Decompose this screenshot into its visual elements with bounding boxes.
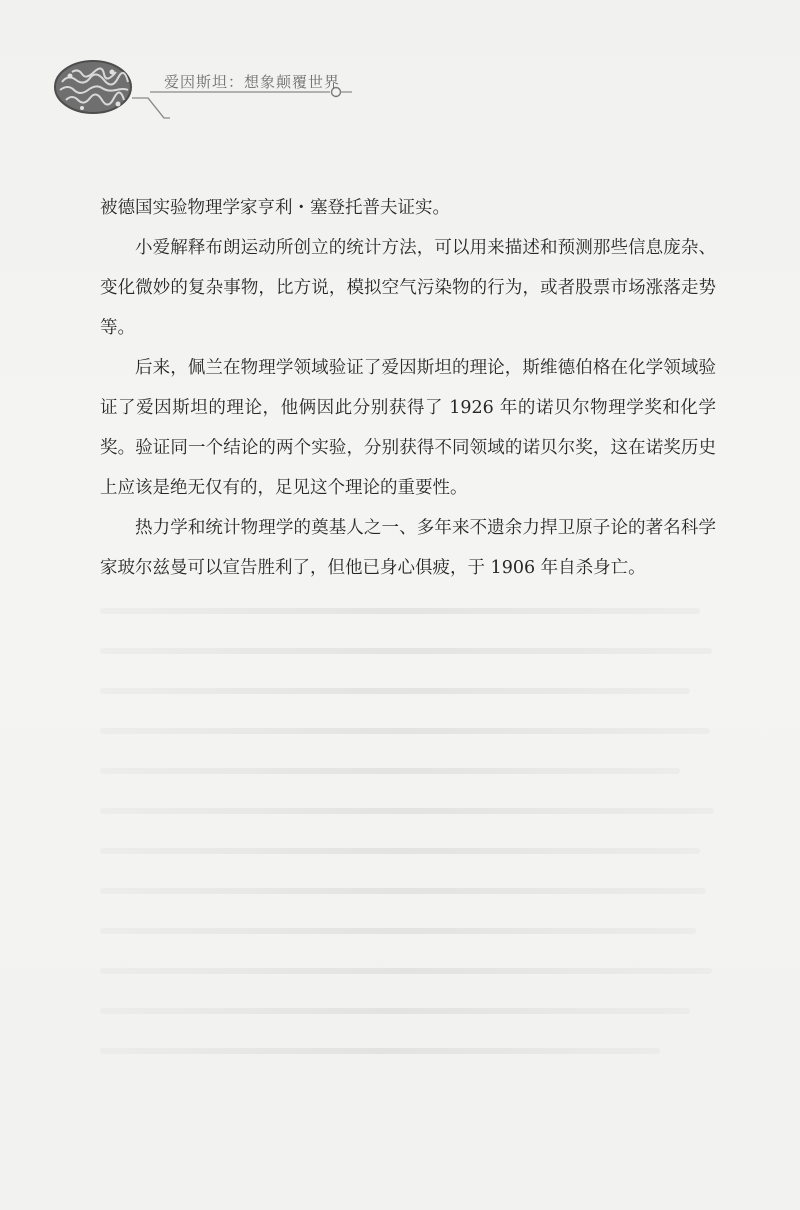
page-header [0, 0, 800, 140]
show-through-texture [100, 590, 716, 1090]
paragraph-3: 后来，佩兰在物理学领域验证了爱因斯坦的理论，斯维德伯格在化学领域验证了爱因斯坦的理论，他俩因此分别获得了 1926 年的诺贝尔物理学奖和化学奖。验证同一个结论的两个实验，分别获得不同领域的诺贝尔奖，这在诺奖历史上应该是绝无仅有的，足见这个理论的重要性。 [100, 358, 716, 498]
brain-icon [52, 58, 134, 116]
main-text [100, 188, 716, 588]
paragraph-4: 热力学和统计物理学的奠基人之一、多年来不遗余力捍卫原子论的著名科学家玻尔兹曼可以宣告胜利了，但他已身心俱疲，于 1906 年自杀身亡。 [100, 518, 716, 578]
running-title: 爱因斯坦：想象颠覆世界 [164, 73, 341, 91]
paragraph-1: 被德国实验物理学家亨利・塞登托普夫证实。 [100, 198, 450, 218]
paragraph-2: 小爱解释布朗运动所创立的统计方法，可以用来描述和预测那些信息庞杂、变化微妙的复杂事物，比方说，模拟空气污染物的行为，或者股票市场涨落走势等。 [100, 238, 716, 338]
